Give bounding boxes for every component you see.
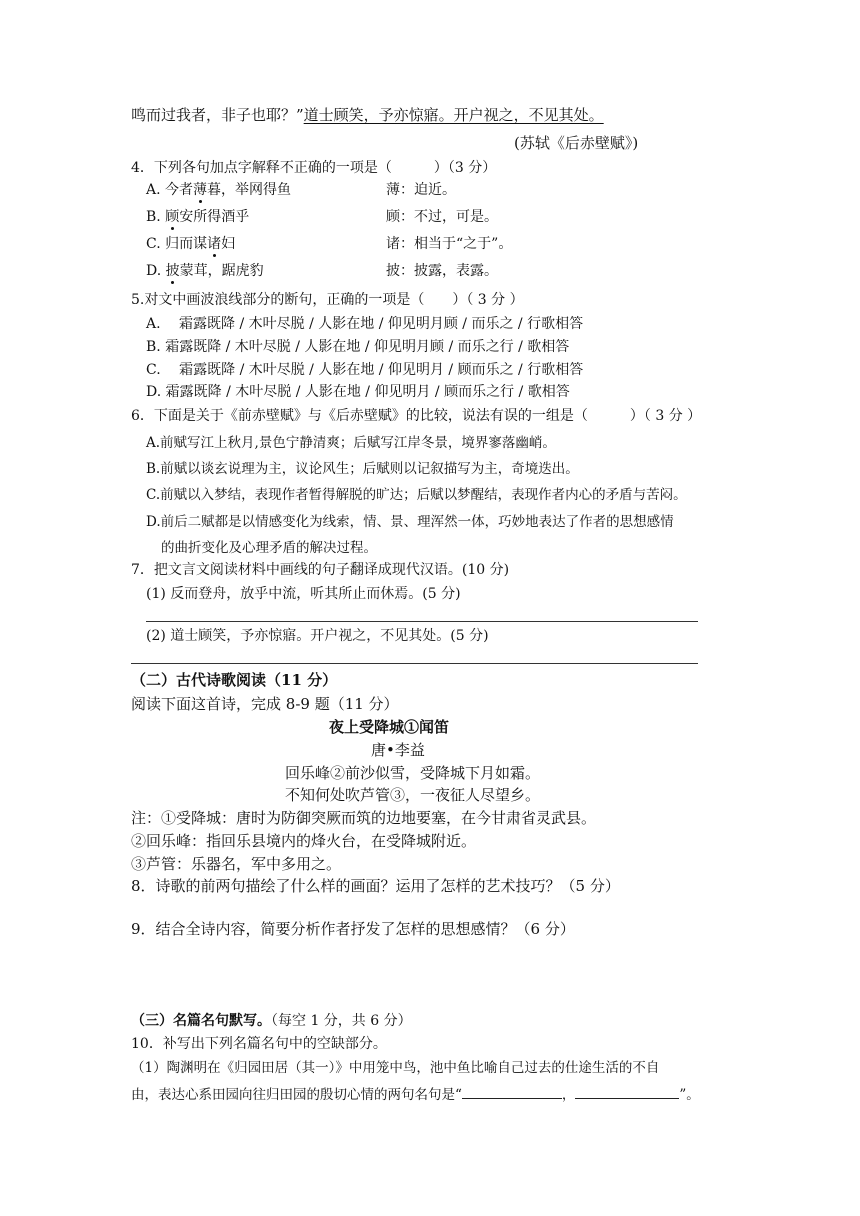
section2-instruction: 阅读下面这首诗，完成 8-9 题（11 分） [131, 695, 399, 713]
section2-heading: （二）古代诗歌阅读（11 分） [131, 671, 338, 689]
q6-option-b: B.前赋以谈玄说理为主，议论风生；后赋则以记叙描写为主，奇境迭出。 [146, 461, 579, 477]
q5-stem: 5.对文中画波浪线部分的断句，正确的一项是（ ）（ 3 分 ） [131, 292, 524, 308]
poem-title: 夜上受降城①闻笛 [329, 718, 450, 736]
q9-stem: 9．结合全诗内容，简要分析作者抒发了怎样的思想感情？（6 分） [131, 920, 575, 938]
section3-heading-note: （每空 1 分，共 6 分） [271, 1013, 412, 1029]
q6-option-d-continued: 的曲折变化及心理矛盾的解决过程。 [161, 540, 377, 556]
poem-note-2: ②回乐峰：指回乐县境内的烽火台，在受降城附近。 [131, 832, 477, 850]
q4-option-b: B. 顾安所得酒乎 [146, 209, 250, 225]
q4-option-c: C. 归而谋诸妇 [146, 236, 236, 252]
poem-line-2: 不知何处吹芦管③，一夜征人尽望乡。 [285, 786, 541, 804]
q7-item-2: (2) 道士顾笑，予亦惊寤。开户视之，不见其处。(5 分) [146, 628, 489, 644]
q4-option-c-answer: 诸：相当于“之于”。 [386, 236, 513, 252]
q4-option-c-dotted-char: 诸 [207, 236, 222, 252]
poem-note-1: 注：①受降城：唐时为防御突厥而筑的边地要塞，在今甘肃省灵武县。 [131, 809, 597, 827]
q4-option-a-dotted-char: 薄 [193, 182, 208, 198]
intro-line-start: 鸣而过我者，非子也耶？” [131, 106, 304, 124]
q10-stem: 10．补写出下列名篇名句中的空缺部分。 [131, 1036, 387, 1052]
q4-option-b-answer: 顾：不过，可是。 [386, 209, 498, 225]
q6-option-a: A.前赋写江上秋月,景色宁静清爽；后赋写江岸冬景，境界寥落幽峭。 [146, 435, 556, 451]
section3-heading [131, 1013, 412, 1030]
q4-stem: 4．下列各句加点字解释不正确的一项是（ ）（3 分） [131, 160, 497, 176]
q10-blank-1[interactable] [462, 1098, 562, 1099]
q4-option-a-answer: 薄：迫近。 [386, 182, 456, 198]
intro-line [131, 106, 604, 124]
intro-source: (苏轼《后赤壁赋》) [514, 134, 639, 152]
q8-stem: 8．诗歌的前两句描绘了什么样的画面？运用了怎样的艺术技巧？（5 分） [131, 877, 620, 895]
q4-option-d: D. 披蒙茸，踞虎豹 [146, 263, 264, 279]
q6-stem: 6．下面是关于《前赤壁赋》与《后赤壁赋》的比较，说法有误的一组是（ ）（ 3 分 ） [131, 408, 702, 424]
q4-option-d-dotted-char: 披 [165, 263, 180, 279]
q10-item-1-line-1: （1）陶渊明在《归园田居（其一）》中用笼中鸟，池中鱼比喻自己过去的仕途生活的不自 [131, 1060, 660, 1076]
section3-heading-title: （三）名篇名句默写。 [131, 1013, 271, 1029]
q7-item-2-answer-line[interactable] [131, 663, 698, 664]
q7-stem: 7．把文言文阅读材料中画线的句子翻译成现代汉语。(10 分) [131, 562, 510, 578]
poem-line-1: 回乐峰②前沙似雪，受降城下月如霜。 [285, 764, 541, 782]
q10-item-1-line-2: 由，表达心系田园向往归田园的殷切心情的两句名句是“ ， ”。 [131, 1087, 700, 1103]
q7-item-1-answer-line[interactable] [146, 621, 698, 622]
q4-option-a: A. 今者薄暮，举网得鱼 [146, 182, 292, 198]
q6-option-d: D.前后二赋都是以情感变化为线索，情、景、理浑然一体，巧妙地表达了作者的思想感情 [146, 514, 674, 530]
q10-blank-2[interactable] [575, 1098, 679, 1099]
q6-option-c: C.前赋以入梦结，表现作者暂得解脱的旷达；后赋以梦醒结，表现作者内心的矛盾与苦闷。 [146, 487, 687, 503]
q5-option-c: C. 霜露既降 / 木叶尽脱 / 人影在地 / 仰见明月 / 顾而乐之 / 行歌相答 [146, 362, 584, 378]
q4-option-d-answer: 披：披露，表露。 [386, 263, 498, 279]
q5-option-b: B. 霜露既降 / 木叶尽脱 / 人影在地 / 仰见明月顾 / 而乐之行 / 歌相答 [146, 339, 570, 355]
poem-note-3: ③芦管：乐器名，军中多用之。 [131, 855, 342, 873]
intro-underlined-sentence: 道士顾笑，予亦惊寤。开户视之，不见其处。 [303, 106, 604, 124]
poem-author: 唐•李益 [371, 741, 425, 759]
q7-item-1: (1) 反而登舟，放乎中流，听其所止而休焉。(5 分) [146, 586, 461, 602]
q4-option-b-dotted-char: 顾 [165, 209, 180, 225]
q5-option-d: D. 霜露既降 / 木叶尽脱 / 人影在地 / 仰见明月 / 顾而乐之行 / 歌相答 [146, 384, 570, 400]
q5-option-a: A. 霜露既降 / 木叶尽脱 / 人影在地 / 仰见明月顾 / 而乐之 / 行歌相答 [146, 316, 584, 332]
